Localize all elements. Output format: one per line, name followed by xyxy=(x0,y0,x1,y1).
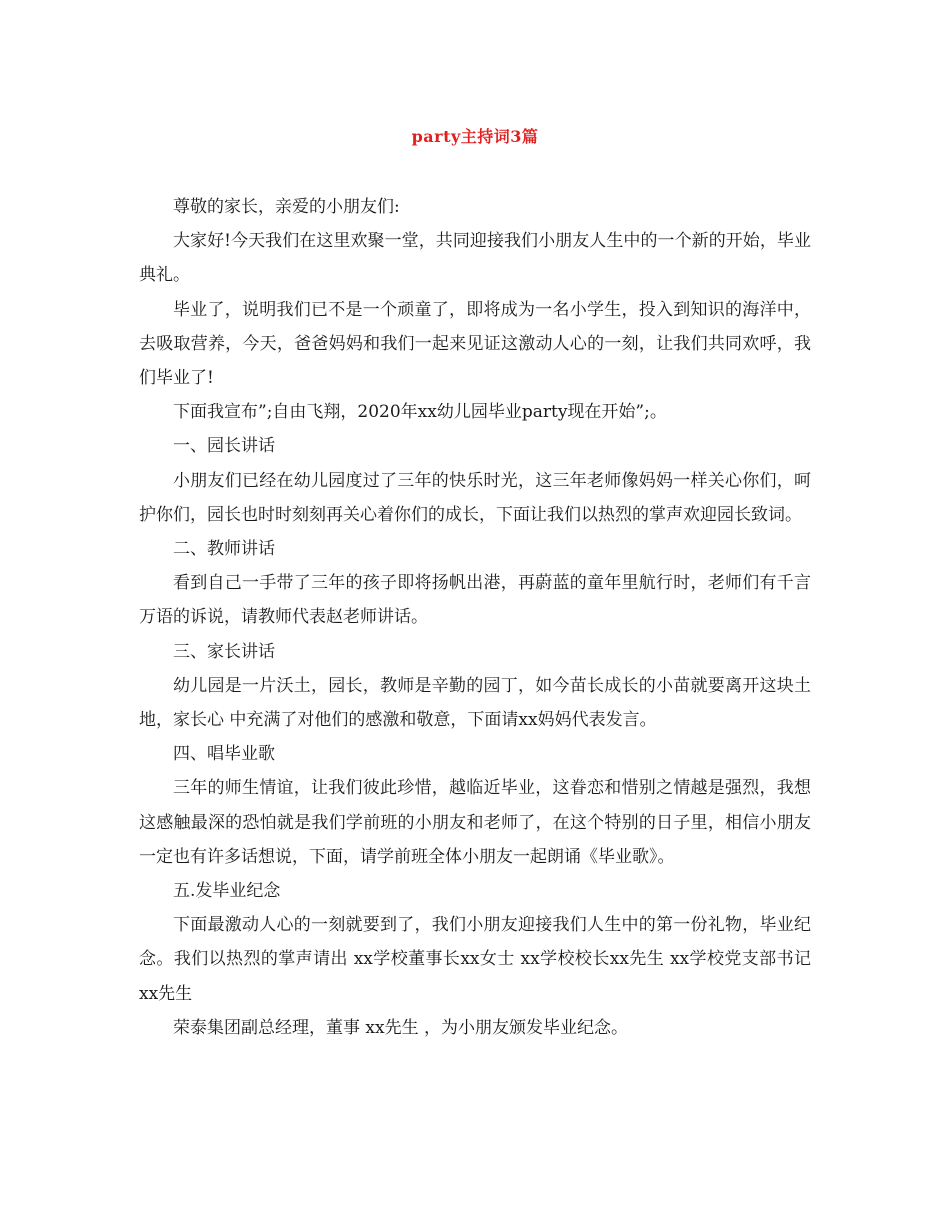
paragraph: 三年的师生情谊，让我们彼此珍惜，越临近毕业，这眷恋和惜别之情越是强烈，我想这感触最深的恐怕就是我们学前班的小朋友和老师了，在这个特别的日子里，相信小朋友一定也有许多话想说，下面，请学前班全体小朋友一起朗诵《毕业歌》。 xyxy=(139,778,811,867)
paragraph: 下面最激动人心的一刻就要到了，我们小朋友迎接我们人生中的第一份礼物，毕业纪念。我们以热烈的掌声请出 xx学校董事长xx女士 xx学校校长xx先生 xx学校党支部书记 xx先生 xyxy=(139,915,811,1004)
paragraph: 荣泰集团副总经理，董事 xx先生 ，为小朋友颁发毕业纪念。 xyxy=(173,1017,628,1038)
section-heading: 三、家长讲话 xyxy=(173,641,275,662)
paragraph: 大家好!今天我们在这里欢聚一堂，共同迎接我们小朋友人生中的一个新的开始，毕业典礼。 xyxy=(139,231,811,286)
document-body xyxy=(139,190,811,1045)
section-heading: 五.发毕业纪念 xyxy=(173,881,281,902)
document-title: party主持词3篇 xyxy=(411,127,539,146)
section-heading: 一、园长讲话 xyxy=(173,436,275,457)
paragraph: 小朋友们已经在幼儿园度过了三年的快乐时光，这三年老师像妈妈一样关心你们，呵护你们，园长也时时刻刻再关心着你们的成长，下面让我们以热烈的掌声欢迎园长致词。 xyxy=(139,470,811,525)
paragraph: 尊敬的家长，亲爱的小朋友们: xyxy=(173,197,400,217)
paragraph: 看到自己一手带了三年的孩子即将扬帆出港，再蔚蓝的童年里航行时，老师们有千言万语的诉说，请教师代表赵老师讲话。 xyxy=(139,573,811,628)
paragraph: 幼儿园是一片沃土，园长，教师是辛勤的园丁，如今苗长成长的小苗就要离开这块土地，家长心 中充满了对他们的感激和敬意，下面请xx妈妈代表发言。 xyxy=(139,675,811,731)
section-heading: 四、唱毕业歌 xyxy=(173,744,275,765)
paragraph: 下面我宣布”;自由飞翔，2020年xx幼儿园毕业party现在开始”;。 xyxy=(173,402,667,423)
section-heading: 二、教师讲话 xyxy=(173,539,275,560)
paragraph: 毕业了，说明我们已不是一个顽童了，即将成为一名小学生，投入到知识的海洋中，去吸取营养，今天，爸爸妈妈和我们一起来见证这激动人心的一刻，让我们共同欢呼，我们毕业了! xyxy=(139,299,811,389)
